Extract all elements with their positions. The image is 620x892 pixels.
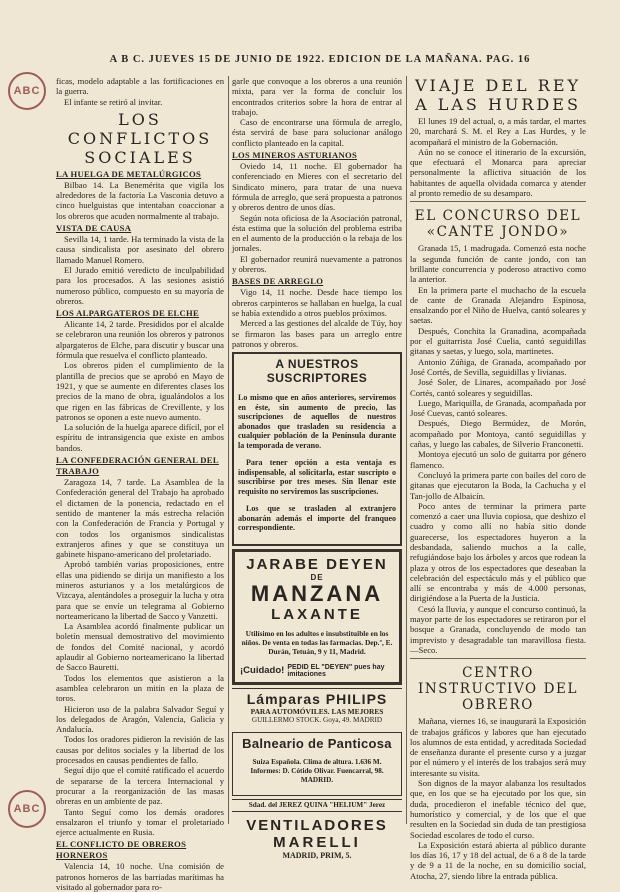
paragraph: Aún no se conoce el itinerario de la excursión, que efectuará el Monarca para apreciar personalmente la aflictiva situación de los habitantes de aquella olvidada comarca y atender al pronto remedio de su desamparo. — [410, 146, 586, 199]
ad-suscriptores-title: A NUESTROS SUSCRIPTORES — [266, 357, 368, 386]
paragraph: La solución de la huelga aparece difícil, por el espíritu de intransigencia que existe en ambos bandos. — [56, 422, 224, 453]
paragraph: Valencia 14, 10 noche. Una comisión de patronos horneros de las barriadas marítimas ha visitado al gobernador para ro- — [56, 861, 224, 892]
section-title-centro-instructivo: CENTRO INSTRUCTIVO DEL OBRERO — [417, 665, 579, 714]
paragraph: Cesó la lluvia, y aunque el concurso continuó, la mayor parte de los espectadores se retiraron por el bosque a Granada, concluyendo de modo tan imprevisto y desagradable tan maravillosa fiesta.—Seco. — [410, 603, 586, 655]
ad-panticosa-title: Balneario de Panticosa — [242, 735, 392, 751]
ad-ventiladores-marelli — [232, 815, 402, 863]
subhead-huelga-metalurgicos: LA HUELGA DE METALÚRGICOS — [56, 168, 202, 179]
column-1 — [56, 76, 224, 892]
section-title-conflictos: LOS CONFLICTOS SOCIALES — [67, 109, 213, 167]
ad-deyen-warn: ¡Cuidado! — [240, 665, 285, 677]
paragraph: Hicieron uso de la palabra Salvador Seguí y los delegados de Aragón, Valencia, Galicia y Andalucía. — [56, 703, 224, 735]
paragraph: Todos los oradores pidieron la revisión de las causas por delitos sociales y la libertad de los procesados en causas pendientes de fallo. — [56, 734, 224, 766]
paragraph: Zaragoza 14, 7 tarde. La Asamblea de la Confederación general del Trabajo ha aprobado el dictamen de la ponencia, redactado en el sentido de mantener la más estrecha relación con la Confederación de Francia y Portugal y con todos los organismos sindicalistas extranjeros afines y que se constituya un gabinete hispano-americano del proletariado. — [56, 477, 224, 560]
paragraph: Según nota oficiosa de la Asociación patronal, ésta estima que la solución del problema estriba en el aumento de la producción o la rebaja de los jornales. — [232, 212, 402, 254]
paragraph: Son dignos de la mayor alabanza los resultados que, en los que se ha ejecutado por los que, sin duda, procedieron el inefable técnico del que, humorístico y comercial, y de los que el que resulten en la Sociedad sin duda de tan prestigiosa Sociedad escolares de todo el curso. — [410, 778, 586, 840]
paragraph: Poco antes de terminar la primera parte comenzó a caer una lluvia copiosa, que deshizo el cuadro y como allí no había sitio donde guarecerse, los espectadores huyeron a la desbandada, saliendo muchos a la calle, refugiándose bajo los árboles y arcos que rodean la plaza y otros de los espectadores que deseaban la celebración del espectáculo más y el público que allí se encontraba y más de 4.000 personas, dirigiéndose a la Puerta de la Justicia. — [410, 500, 586, 604]
paragraph: El lunes 19 del actual, o, a más tardar, el martes 20, marchará S. M. el Rey a Las Hurdes, y le acompañará el ministro de la Gobernación. — [410, 116, 586, 147]
ad-deyen-line3: MANZANA — [250, 580, 384, 606]
paragraph: Vigo 14, 11 noche. Desde hace tiempo los obreros carpinteros se hallaban en huelga, la cual se había extendido a otros pueblos próximos. — [232, 287, 402, 318]
paragraph: Mañana, viernes 16, se inaugurará la Exposición de trabajos gráficos y labores que han ejecutado los alumnos de esta entidad, y acreditada Sociedad de enseñanza durante el presente curso y a juzgar por el número y el interés de los trabajos será muy interesante su visita. — [410, 716, 586, 778]
paragraph: Oviedo 14, 11 noche. El gobernador ha conferenciado en Mieres con el secretario del Sindicato minero, para tratar de una nueva fórmula de arreglo, que será propuesta a patronos y obreros dentro de unos días. — [232, 161, 402, 213]
paragraph: La Asamblea acordó finalmente publicar un boletín mensual demostrativo del movimiento de fondos del Comité nacional, y acordó aplaudir al Gobierno norteamericano la libertad de Sacco Bauretti. — [56, 621, 224, 673]
subhead-alpargateros: LOS ALPARGATEROS DE ELCHE — [56, 308, 200, 319]
subhead-confederacion: LA CONFEDERACIÓN GENERAL DEL TRABAJO — [56, 455, 219, 477]
ad-panticosa — [232, 732, 402, 796]
ad-marelli-line3: MADRID, PRIM, 5. — [282, 851, 352, 861]
paragraph: Merced a las gestiones del alcalde de Túy, hoy se firmaron las bases para un arreglo entre patronos y obreros. — [232, 318, 402, 349]
paragraph: El infante se retiró al invitar. — [64, 96, 163, 107]
ad-deyen-line1: JARABE DEYEN — [246, 555, 388, 573]
divider — [410, 201, 586, 202]
divider — [410, 658, 586, 659]
paragraph: Granada 15, 1 madrugada. Comenzó esta noche la segunda función de cante jondo, con tan brillante concurrencia y poderoso atractivo como la anterior. — [410, 243, 586, 285]
paragraph: Tanto Seguí como los demás oradores ensalzaron el triunfo y tomar el proletariado ejerce actualmente en Rusia. — [56, 806, 224, 838]
ad-philips-line2: GUILLERMO STOCK. Goya, 49. MADRID — [251, 716, 383, 725]
paragraph: ficas, modelo adaptable a las fortificaciones en la guerra. — [56, 76, 224, 97]
ad-marelli-line2: MARELLI — [273, 834, 361, 852]
ad-philips — [232, 688, 402, 729]
ad-panticosa-body: Suiza Española. Clima de altura. 1.636 M. Informes: D. Cótido Olivar. Fuencarral, 98. MADRID. — [250, 757, 384, 784]
paragraph: La Exposición estará abierta al público durante los días 16, 17 y 18 del actual, de 6 a 8 de la tarde y de 9 a 11 de la noche, en su domicilio social, Atocha, 27, siendo libre la entrada pública. — [410, 839, 586, 881]
paragraph: Bilbao 14. La Benemérita que vigila los alrededores de la factoría La Vasconia detuvo a cinco huelguistas que intentaban coaccionar a los obreros que acuden normalmente al trabajo. — [56, 179, 224, 221]
column-3 — [410, 76, 586, 881]
ad-deyen-warn2: PEDID EL "DEYEN" pues hay imitaciones — [287, 663, 385, 678]
ad-marelli-line1: VENTILADORES — [246, 817, 388, 835]
paragraph: Concluyó la primera parte con bailes del coro de gitanas que ejecutaron la Boda, la Cachucha y el Tan-jollo de Albaicín. — [410, 469, 586, 501]
abc-stamp-bottom: ABC — [8, 790, 46, 828]
paragraph: El Jurado emitió veredicto de inculpabilidad para los procesados. A las sesiones asistió numeroso público, compuesto en su mayoría de obreros. — [56, 264, 224, 306]
ad-text: Lo mismo que en años anteriores, serviremos en éste, sin aumento de precio, las suscripciones de aquellos de nuestros abonados que trasladen su residencia a cualquier población de la Península durante la temporada de verano. — [238, 393, 396, 450]
paragraph: garle que convoque a los obreros a una reunión mixta, para ver la forma de concluir los encontrados criterios sobre la hora de entrar al trabajo. — [232, 76, 402, 117]
column-2 — [232, 76, 402, 861]
abc-stamp-top: ABC — [8, 72, 46, 110]
ad-text: Para tener opción a esta ventaja es indispensable, al solicitarla, estar suscripto o suscribirse por tres meses. Sin llenar este requisito no serviremos las suscripciones. — [238, 458, 396, 496]
section-title-viaje-rey: VIAJE DEL REY A LAS HURDES — [414, 76, 582, 114]
paragraph: Antonio Zúñiga, de Granada, acompañado por José Cortés, de Sevilla, seguidillas y livianas. — [410, 356, 586, 377]
paragraph: José Soler, de Linares, acompañado por José Cortés, cantó soleares y seguidillas. — [410, 377, 586, 398]
page-header: A B C. JUEVES 15 DE JUNIO DE 1922. EDICION DE LA MAÑANA. PAG. 16 — [109, 54, 531, 65]
subhead-vista-causa: VISTA DE CAUSA — [56, 223, 132, 234]
paragraph: En la primera parte el muchacho de la escuela de cante de Granada Alejandro Espinosa, ensalzando por el Niño de Huelva, cantó soleares y saetas. — [410, 284, 586, 326]
paragraph: Caso de encontrarse una fórmula de arreglo, ésta servirá de base para solucionar análogo conflicto planteado en la capital. — [232, 117, 402, 148]
ad-jerez-quina: Sdad. del JEREZ QUINA "HELIUM" Jerez — [232, 799, 402, 813]
ad-text: Los que se trasladen al extranjero abonarán además el importe del franqueo correspondiente. — [238, 504, 396, 533]
subhead-horneros: EL CONFLICTO DE OBREROS HORNEROS — [56, 839, 187, 861]
ad-deyen-line2: DE — [310, 572, 324, 582]
paragraph: Montoya ejecutó un solo de guitarra por género flamenco. — [410, 449, 586, 470]
ad-philips-title: Lámparas PHILIPS — [246, 690, 388, 707]
ad-deyen-line4: LAXANTE — [271, 605, 363, 623]
paragraph: Los obreros piden el cumplimiento de la plantilla de precios que se aprobó en Mayo de 1921, y que se aumente en diferentes clases los precios de la mano de obra, igualándolos a los que rigen en las fábricas de Crevillente, y los patronos se oponen a este nuevo aumento. — [56, 360, 224, 422]
ad-jarabe-deyen — [232, 549, 402, 685]
paragraph: Después, Conchita la Granadina, acompañada por el guitarrista José Cuelia, cantó seguidillas gitanas y saetas, y luego, sola, martinetes. — [410, 325, 586, 357]
section-title-cante-jondo: EL CONCURSO DEL «CANTE JONDO» — [414, 208, 582, 241]
column-rule-1 — [228, 76, 229, 824]
paragraph: Aprobó también varias proposiciones, entre ellas una pidiendo se dirija un manifiesto a los mineros asturianos y a los metalúrgicos de Vizcaya, alentándoles a proseguir la lucha y otra para que se envíe un telegrama al Gobierno norteamericano la libertad de Sacco y Vanzetti. — [56, 559, 224, 621]
ad-deyen-warning-row — [240, 664, 394, 678]
ad-suscriptores — [232, 352, 402, 546]
paragraph: El gobernador reunirá nuevamente a patronos y obreros. — [232, 253, 402, 275]
subhead-mineros: LOS MINEROS ASTURIANOS — [232, 150, 358, 161]
subhead-bases-arreglo: BASES DE ARREGLO — [232, 276, 324, 287]
paragraph: Seguí dijo que el comité ratificado el acuerdo de separarse de la tercera Internacional y procurar a la reorganización de las masas obreras en un ambiente de paz. — [56, 765, 224, 807]
paragraph: Luego, Mariquilla, de Granada, acompañada por José Cuevas, cantó soleares. — [410, 397, 586, 419]
ad-deyen-body: Utilísimo en los adultos e insubstituible en los niños. De venta en todas las farmacias. Dep.º, E. Durán, Tetuán, 9 y 11, Madrid. — [241, 629, 393, 656]
paragraph: Sevilla 14, 1 tarde. Ha terminado la vista de la causa sindicalista por asesinato del obrero llamado Manuel Romero. — [56, 234, 224, 265]
ad-philips-line1: PARA AUTOMÓVILES. LAS MEJORES — [250, 706, 384, 716]
column-rule-2 — [406, 76, 407, 824]
paragraph: Después, Diego Bermúdez, de Morón, acompañado por Montoya, cantó seguidillas y cañas, y luego las cabales, de Silverio Franconetti. — [410, 418, 586, 450]
paragraph: Todos los elementos que asistieron a la asamblea celebraron un mitin en la plaza de toros. — [56, 672, 224, 704]
paragraph: Alicante 14, 2 tarde. Presididos por el alcalde se celebraron una reunión los obreros y patronos alpargateros de Elche, para discutir y buscar una fórmula que resuelva el conflicto planteado. — [56, 319, 224, 361]
